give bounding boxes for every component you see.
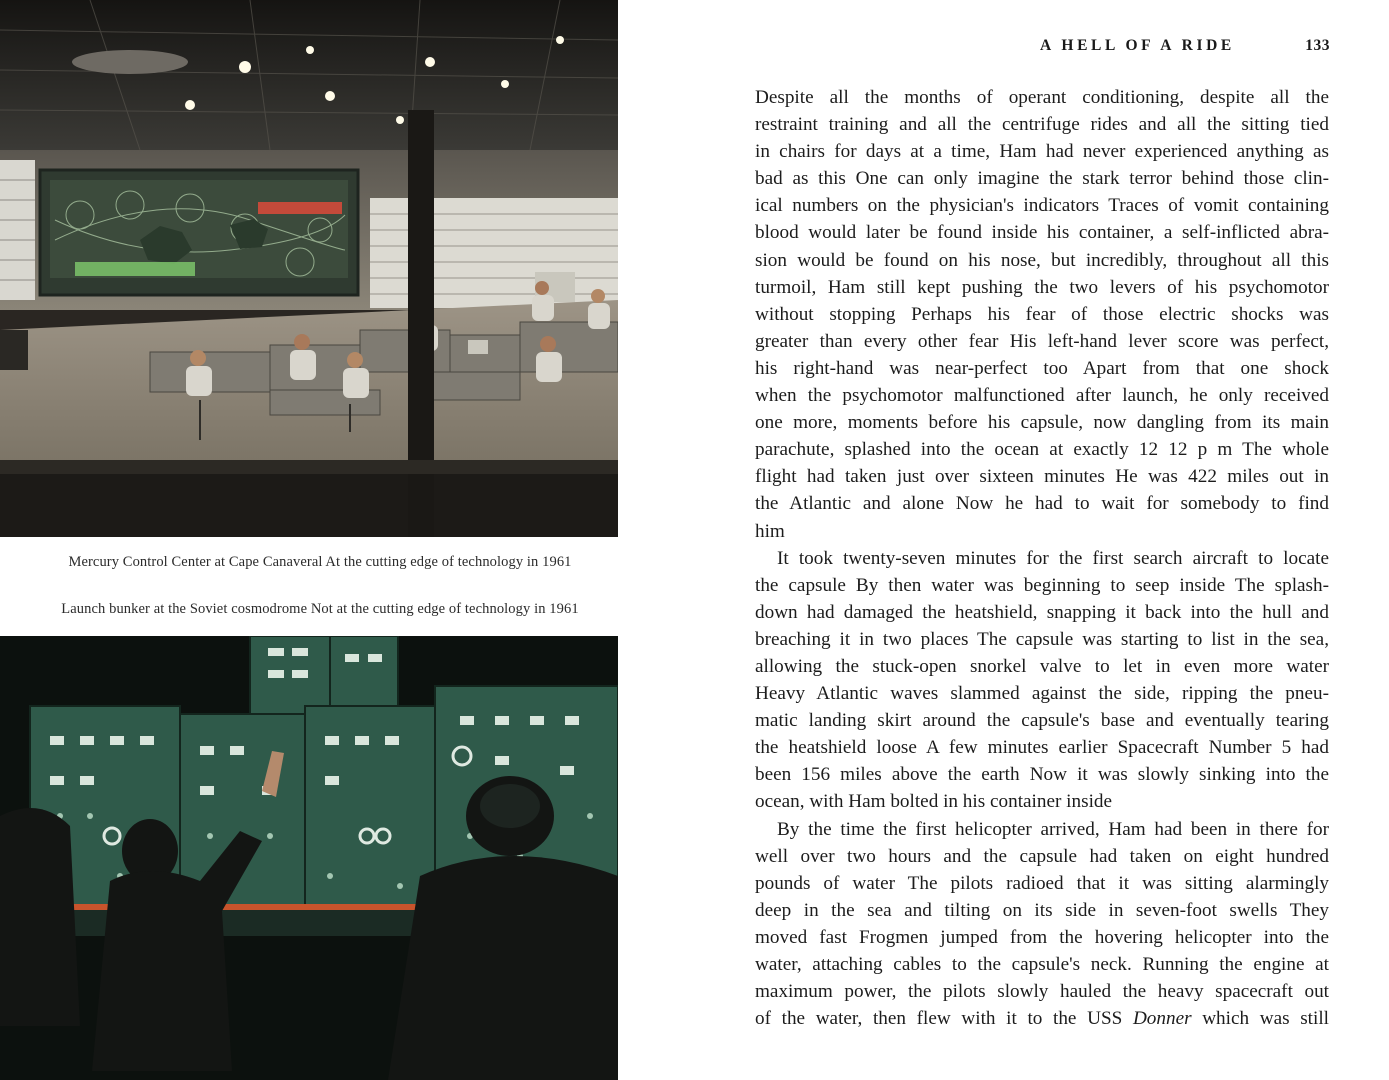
- running-head: [1040, 37, 1330, 59]
- soviet-launch-bunker-photo: [0, 636, 618, 1080]
- text-line: restraint training and all the centrifuge rides and all the sitting tied: [755, 114, 1329, 136]
- text-line: allowing the stuck-open snorkel valve to let in even more water: [755, 655, 1329, 677]
- text-line: his right-hand was near-perfect too Apart from that one shock: [755, 357, 1329, 379]
- photo-caption-bottom: Launch bunker at the Soviet cosmodrome Not at the cutting edge of technology in 1961: [61, 601, 579, 617]
- text-line: Despite all the months of operant conditioning, despite all the: [755, 87, 1329, 108]
- text-line: parachute, splashed into the ocean at exactly 12 12 p m The whole: [755, 439, 1329, 461]
- text-line: By the time the first helicopter arrived, Ham had been in there for: [777, 818, 1329, 840]
- text-line: sion would be found on his nose, but incredibly, throughout all this: [755, 249, 1329, 271]
- text-line: greater than every other fear His left-hand lever score was perfect,: [755, 330, 1329, 352]
- paragraph-2: [755, 545, 1329, 816]
- text-line: ical numbers on the physician's indicators Traces of vomit containing: [755, 195, 1329, 217]
- text-line: blood would later be found inside his container, a self-inflicted abra-: [755, 222, 1329, 244]
- text-line: down had damaged the heatshield, snapping it back into the hull and: [755, 601, 1329, 623]
- text-line: bad as this One can only imagine the stark terror behind those clin-: [755, 168, 1329, 190]
- text-line: water, attaching cables to the capsule's neck. Running the engine at: [755, 954, 1329, 975]
- photo-caption-top: Mercury Control Center at Cape Canaveral At the cutting edge of technology in 1961: [68, 554, 572, 570]
- page-number: 133: [1305, 37, 1330, 54]
- text-line: Heavy Atlantic waves slammed against the side, ripping the pneu-: [755, 683, 1329, 705]
- text-line: when the psychomotor malfunctioned after launch, he only received: [755, 385, 1329, 407]
- mercury-control-center-image: [0, 0, 618, 537]
- text-line: the capsule By then water was beginning to seep inside The splash-: [755, 574, 1329, 596]
- text-line: one more, moments before his capsule, now dangling from its main: [755, 412, 1329, 434]
- last-line-after: which was still: [1191, 1008, 1330, 1030]
- text-line: well over two hours and the capsule had taken on eight hundred: [755, 845, 1329, 867]
- paragraph-3: [755, 816, 1329, 1033]
- mercury-control-center-photo: [0, 0, 618, 537]
- text-line: the Atlantic and alone Now he had to wait for somebody to find: [755, 493, 1329, 515]
- text-line: maximum power, the pilots slowly hauled the heavy spacecraft out: [755, 981, 1329, 1003]
- text-line: breaching it in two places The capsule was starting to list in the sea,: [755, 628, 1329, 650]
- text-line-last: [755, 1005, 1329, 1032]
- text-line: the heatshield loose A few minutes earlier Spacecraft Number 5 had: [755, 737, 1329, 759]
- last-line-before: of the water, then flew with it to the USS: [755, 1008, 1133, 1030]
- text-line: flight had taken just over sixteen minutes He was 422 miles out in: [755, 466, 1329, 488]
- text-line: pounds of water The pilots radioed that it was sitting alarmingly: [755, 872, 1329, 894]
- text-line: in chairs for days at a time, Ham had never experienced anything as: [755, 141, 1329, 163]
- text-line: moved fast Frogmen jumped from the hovering helicopter into the: [755, 926, 1329, 948]
- chapter-title: A HELL OF A RIDE: [1040, 37, 1235, 54]
- text-line: turmoil, Ham still kept pushing the two levers of his psychomotor: [755, 276, 1329, 298]
- body-text: [755, 84, 1329, 1032]
- ship-name: Donner: [1132, 1008, 1192, 1030]
- soviet-launch-bunker-image: [0, 636, 618, 1080]
- text-line: without stopping Perhaps his fear of those electric shocks was: [755, 303, 1329, 325]
- text-line: It took twenty-seven minutes for the first search aircraft to locate: [777, 547, 1329, 569]
- text-line: deep in the sea and tilting on its side in seven-foot swells They: [755, 899, 1329, 921]
- text-line: him: [755, 520, 785, 542]
- text-line: matic landing skirt around the capsule's base and eventually tearing: [755, 710, 1329, 732]
- text-line: ocean, with Ham bolted in his container inside: [755, 791, 1113, 813]
- text-line: been 156 miles above the earth Now it was slowly sinking into the: [755, 764, 1329, 786]
- paragraph-1: [755, 84, 1329, 545]
